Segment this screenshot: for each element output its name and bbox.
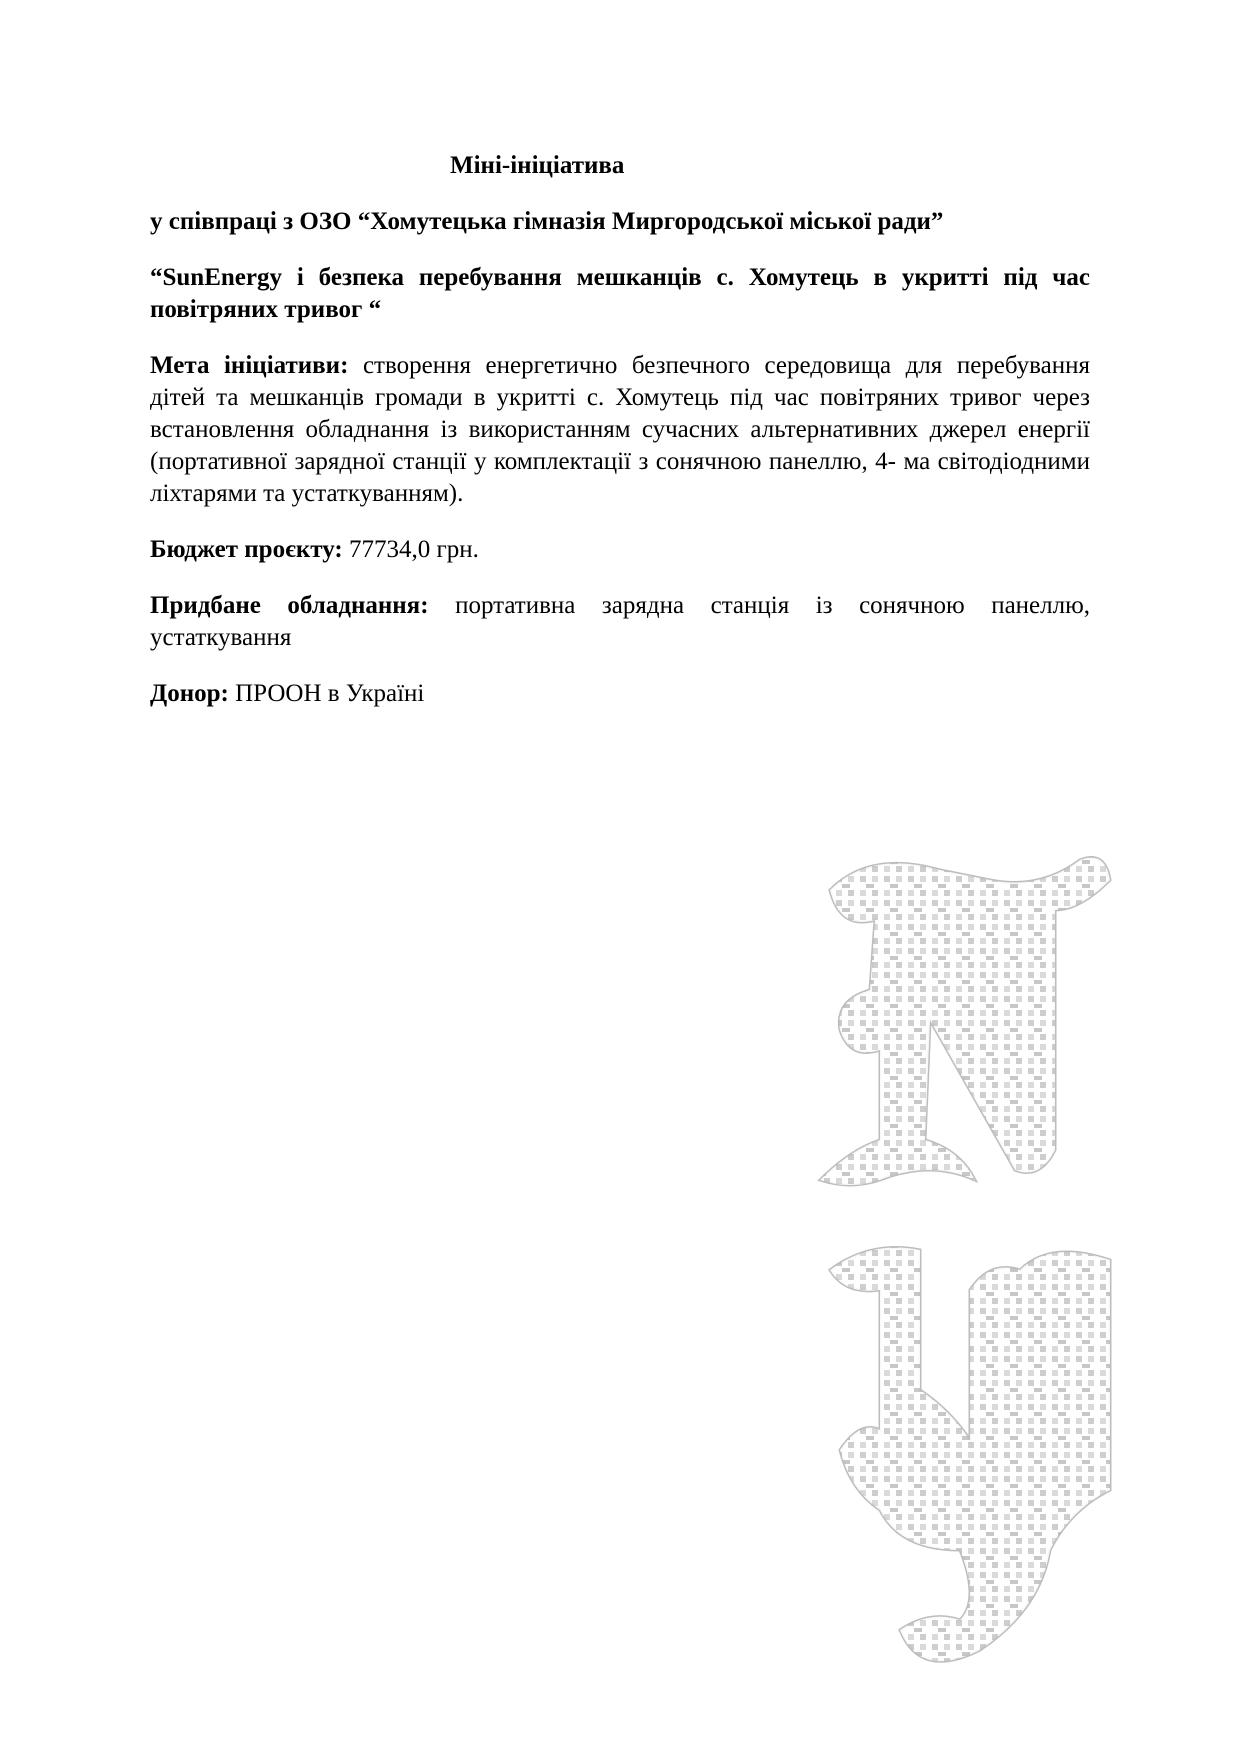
document-body [150, 150, 1090, 734]
document-subtitle: у співпраці з ОЗО “Хомутецька гімназія Миргородської міської ради” [150, 208, 944, 235]
project-name: “SunEnergy і безпека перебування мешканців с. Хомутець в укритті під час повітряних тривог “ [150, 264, 1090, 323]
goal-text: створення енергетично безпечного середовища для перебування дітей та мешканців громади в укритті с. Хомутець під час повітряних тривог через встановлення обладнання із використанням сучасних альтернативних джерел енергії (портативної зарядної станції у комплектації з сонячною панеллю, 4- ма світодіодними ліхтарями та устаткуванням). [150, 352, 1090, 507]
donor-text: ПРООН в Україні [235, 680, 425, 707]
goal-label: Мета ініціативи: [150, 352, 349, 379]
monogram-lower-letter [830, 1248, 1110, 1662]
budget-text: 77734,0 грн. [349, 536, 479, 563]
monogram-upper-letter [820, 858, 1110, 1186]
equipment-label: Придбане обладнання: [150, 592, 429, 619]
donor-paragraph [150, 678, 1090, 710]
document-title: Міні-ініціатива [450, 152, 625, 179]
embroidered-monogram-icon [810, 850, 1140, 1710]
goal-paragraph [150, 350, 1090, 510]
donor-label: Донор: [150, 680, 229, 707]
budget-paragraph [150, 534, 1090, 566]
budget-label: Бюджет проєкту: [150, 536, 343, 563]
equipment-text: портативна зарядна станція із сонячною панеллю, устаткування [150, 592, 1091, 651]
equipment-paragraph [150, 590, 1090, 654]
